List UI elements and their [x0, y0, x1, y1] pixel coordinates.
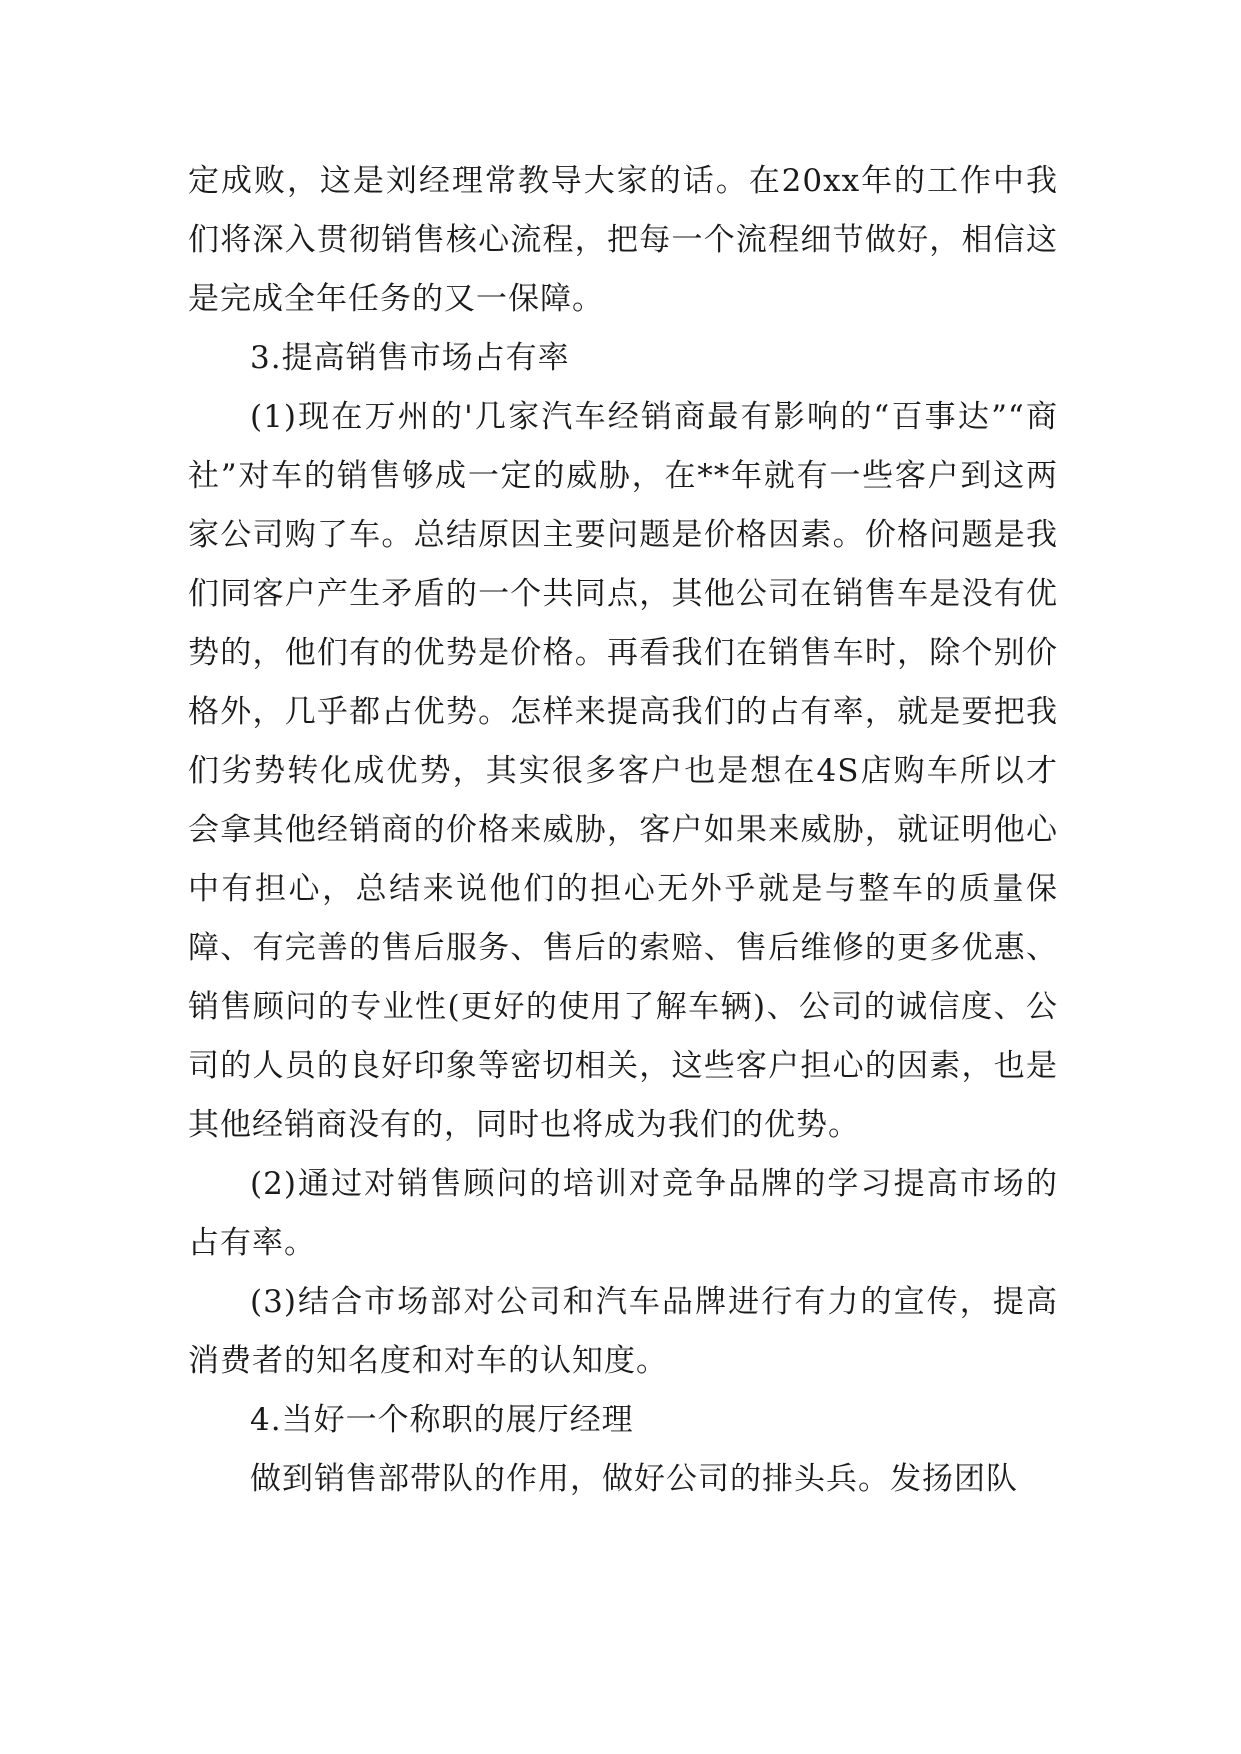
- paragraph-continuation: 定成败，这是刘经理常教导大家的话。在20xx年的工作中我们将深入贯彻销售核心流程，把每一个流程细节做好，相信这是完成全年任务的又一保障。: [188, 163, 1058, 317]
- section-heading-showroom-manager: 4.当好一个称职的展厅经理: [250, 1402, 634, 1438]
- paragraph-item-1: (1)现在万州的'几家汽车经销商最有影响的“百事达”“商社”对车的销售够成一定的威胁，在**年就有一些客户到这两家公司购了车。总结原因主要问题是价格因素。价格问题是我们同客户产生矛盾的一个共同点，其他公司在销售车是没有优势的，他们有的优势是价格。再看我们在销售车时，除个别价格外，几乎都占优势。怎样来提高我们的占有率，就是要把我们劣势转化成优势，其实很多客户也是想在4S店购车所以才会拿其他经销商的价格来威胁，客户如果来威胁，就证明他心中有担心，总结来说他们的担心无外乎就是与整车的质量保障、有完善的售后服务、售后的索赔、售后维修的更多优惠、销售顾问的专业性(更好的使用了解车辆)、公司的诚信度、公司的人员的良好印象等密切相关，这些客户担心的因素，也是其他经销商没有的，同时也将成为我们的优势。: [188, 399, 1058, 1143]
- document-body: [188, 152, 1058, 1509]
- section-heading-market-share: 3.提高销售市场占有率: [250, 340, 570, 376]
- paragraph-item-3: (3)结合市场部对公司和汽车品牌进行有力的宣传，提高消费者的知名度和对车的认知度。: [188, 1284, 1058, 1379]
- paragraph-team-lead: 做到销售部带队的作用，做好公司的排头兵。发扬团队: [250, 1461, 1018, 1497]
- paragraph-item-2: (2)通过对销售顾问的培训对竞争品牌的学习提高市场的占有率。: [188, 1166, 1058, 1261]
